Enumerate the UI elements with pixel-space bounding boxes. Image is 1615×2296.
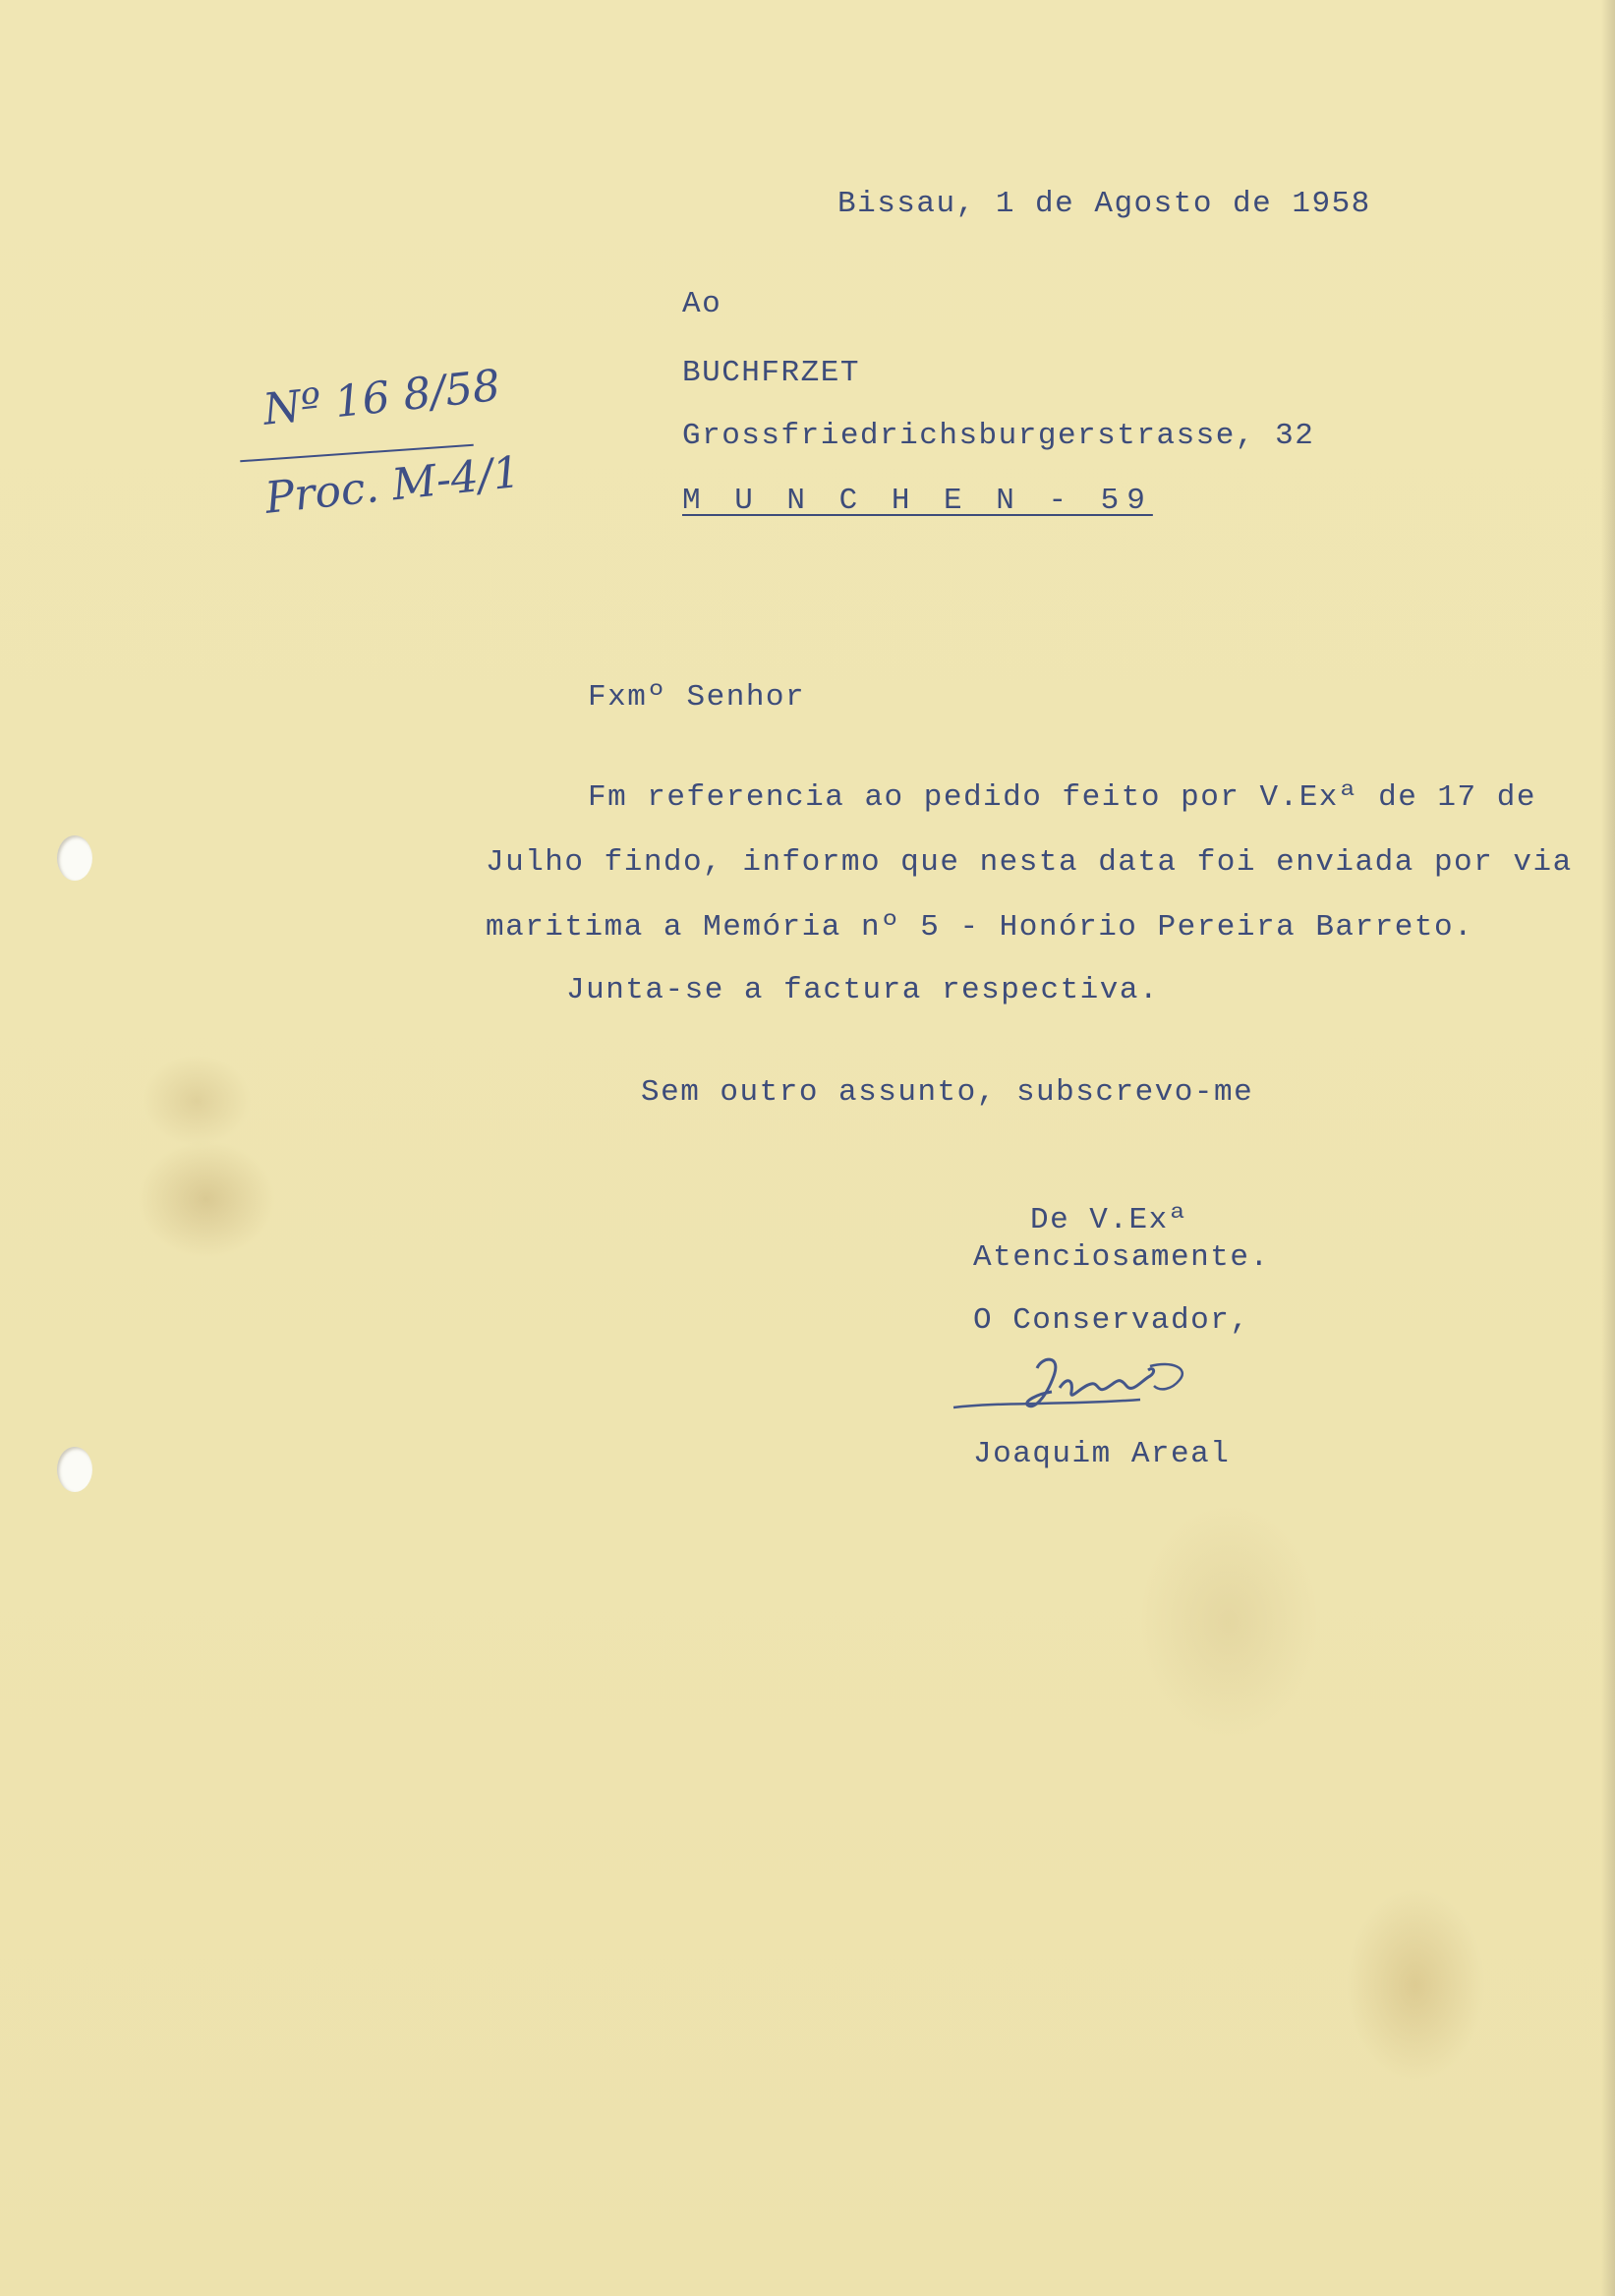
recipient-name: BUCHFRZET — [682, 356, 860, 390]
recipient-city: M U N C H E N - 59 — [682, 484, 1153, 518]
body-line-3: maritima a Memória nº 5 - Honório Pereira Barreto. — [486, 910, 1474, 945]
body-line-2: Julho findo, informo que nesta data foi enviada por via — [486, 845, 1573, 880]
recipient-salutation: Ao — [682, 287, 722, 321]
handwritten-number: Nº 16 8/58 — [260, 360, 503, 435]
closing-atenciosamente: Atenciosamente. — [973, 1240, 1270, 1275]
punch-hole-top — [57, 835, 92, 881]
greeting: Fxmº Senhor — [588, 680, 806, 715]
punch-hole-bottom — [57, 1447, 92, 1492]
closing-line: Sem outro assunto, subscrevo-me — [641, 1075, 1254, 1110]
body-line-1: Fm referencia ao pedido feito por V.Exª de 17 de — [588, 780, 1536, 815]
body-line-4: Junta-se a factura respectiva. — [566, 973, 1160, 1007]
closing-de-vexa: De V.Exª — [1030, 1203, 1188, 1237]
signatory-title: O Conservador, — [973, 1303, 1250, 1338]
handwritten-process: Proc. M-4/1 — [262, 446, 523, 524]
handwritten-signature — [944, 1347, 1239, 1435]
signatory-name: Joaquim Areal — [973, 1437, 1231, 1471]
place-date: Bissau, 1 de Agosto de 1958 — [837, 187, 1371, 221]
recipient-street: Grossfriedrichsburgerstrasse, 32 — [682, 419, 1315, 453]
